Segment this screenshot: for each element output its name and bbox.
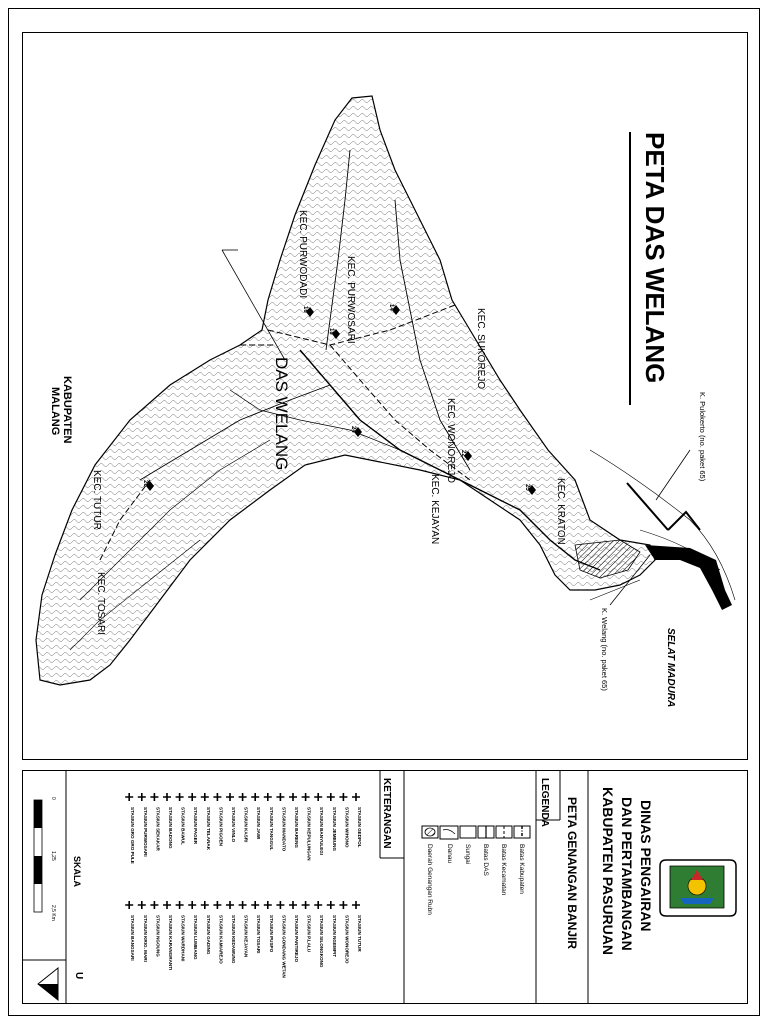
map-name: PETA GENANGAN BANJIR xyxy=(565,797,579,950)
legend-labels xyxy=(426,844,525,915)
station-list-item: STASIUN GRO GRO PULE xyxy=(130,807,136,864)
station-list-item: STASIUN GEDPOL xyxy=(357,807,362,848)
station-list-item: STASIUN GADING xyxy=(205,915,211,955)
rain-station-icon xyxy=(327,793,335,801)
station-marker-label: 25 xyxy=(524,484,530,491)
legend-symbols xyxy=(422,826,530,839)
station-list-item: STASIUN SEKAKAR xyxy=(155,807,161,851)
rain-station-icon xyxy=(264,901,272,909)
station-list-item: STASIUN KEDAWUNG xyxy=(231,915,236,964)
rain-station-icon xyxy=(138,793,146,801)
rain-station-icon xyxy=(251,793,259,801)
station-list-item: STASIUN KAMIAREJO xyxy=(218,915,224,964)
rain-station-icon xyxy=(176,901,184,909)
station-marker-label: 16 xyxy=(302,306,308,313)
station-list-item: STASIUN PANTIREJO xyxy=(294,915,299,963)
rain-station-icon xyxy=(150,901,158,909)
rain-station-icon xyxy=(213,901,221,909)
rain-station-icon xyxy=(226,793,234,801)
callout-pulokerto: K. Pulokerto (no. paket 65) xyxy=(698,392,707,482)
station-list-item: STASIUN LUMBANG xyxy=(193,915,199,960)
rain-station-icon xyxy=(339,793,347,801)
station-list-item: STASIUN JEMBUNG xyxy=(331,807,337,852)
rain-station-icon xyxy=(125,901,133,909)
pasuruan-emblem xyxy=(660,860,736,916)
rain-station-icon xyxy=(302,793,310,801)
station-list-item: STASIUN WARDHANI xyxy=(180,915,186,962)
rain-station-icon xyxy=(226,901,234,909)
station-list-item: STASIUN MANDATO xyxy=(281,807,287,852)
map-title: PETA DAS WELANG xyxy=(640,132,670,384)
kec-wonorejo: KEC. WONOREJO xyxy=(445,398,456,484)
rain-station-icon xyxy=(289,901,297,909)
scale-tick-1: 1,25 xyxy=(50,851,56,861)
station-marker-label: 26 xyxy=(142,480,148,487)
station-list-item: STASIUN BAWUL xyxy=(180,807,186,845)
rain-station-icon xyxy=(213,793,221,801)
station-list-item: STASIUN NGOUNG xyxy=(155,915,161,957)
station-list-item: STASIUN BANYULEGI xyxy=(319,807,325,856)
station-marker-label: 24 xyxy=(350,426,356,433)
rain-station-icon xyxy=(302,901,310,909)
agency-line3: KABUPATEN PASURUAN xyxy=(600,787,616,955)
rain-station-icon xyxy=(201,901,209,909)
station-list-item: STASIUN KEJAYAN xyxy=(243,915,249,958)
kec-kejayan: KEC. KEJAYAN xyxy=(429,474,440,545)
legend-item-label: Batas Kecamatan xyxy=(500,844,507,896)
station-list-item: STASIUN KEPULUNGAN xyxy=(306,807,312,861)
rain-station-icon xyxy=(163,901,171,909)
rain-station-icon xyxy=(251,901,259,909)
station-list-item: STASIUN SILONGKONG xyxy=(319,915,325,968)
scale-bar xyxy=(34,800,42,912)
scale-tick-0: 0 xyxy=(50,797,56,800)
station-list-item: STASIUN TUTUR xyxy=(357,915,362,952)
rain-station-icon xyxy=(339,901,347,909)
kec-purwosari: KEC. PURWOSARI xyxy=(345,256,356,344)
north-arrow-icon xyxy=(38,968,58,1000)
station-list-item: STASIUN PURWOSARI xyxy=(142,807,148,857)
station-list-item: STASIUN WONOREJO xyxy=(344,915,350,964)
station-list-item: STASIUN TOSARI xyxy=(256,915,262,954)
station-list-item: STASIUN JAWI xyxy=(256,807,262,840)
station-list-item: STASIUN TANGGUL xyxy=(268,807,274,851)
rain-station-icon xyxy=(264,793,272,801)
rain-station-icon xyxy=(352,901,360,909)
agency-line2: DAN PERTAMBANGAN xyxy=(619,797,635,951)
rain-station-icon xyxy=(289,793,297,801)
north-label: U xyxy=(73,972,84,980)
regency-label-line2: MALANG xyxy=(49,387,61,436)
kec-sukorejo: KEC. SUKOREJO xyxy=(475,308,486,390)
rain-station-icon xyxy=(188,901,196,909)
keterangan-column-2 xyxy=(125,901,362,979)
rain-station-icon xyxy=(239,901,247,909)
kec-purwodadi: KEC. PURWODADI xyxy=(297,210,308,299)
legend-item-label: Daerah Genangan Rubn xyxy=(426,844,433,915)
rain-station-icon xyxy=(276,901,284,909)
station-list-item: STASIUN BADONG xyxy=(168,807,173,849)
rain-station-icon xyxy=(314,901,322,909)
regency-label-line1: KABUPATEN xyxy=(61,376,73,444)
kec-kraton: KEC. KRATON xyxy=(555,478,566,545)
rain-station-icon xyxy=(201,793,209,801)
keterangan-column-1 xyxy=(125,793,362,864)
kec-tutur: KEC. TUTUR xyxy=(91,470,102,530)
station-list-item: STASIUN WIHONO xyxy=(344,807,350,848)
legend-item-label: Sungai xyxy=(464,844,471,865)
station-list-item: STASIUN KASRI xyxy=(243,807,249,843)
sea-label: SELAT MADURA xyxy=(665,628,676,708)
rain-station-icon xyxy=(125,793,133,801)
das-label: DAS WELANG xyxy=(272,357,291,471)
rain-station-icon xyxy=(188,793,196,801)
rain-station-icon xyxy=(314,793,322,801)
callout-welang: K. Welang (no. paket 65) xyxy=(600,608,609,691)
station-marker-label: 18 xyxy=(328,328,334,335)
rain-station-icon xyxy=(163,793,171,801)
station-marker-label: 22 xyxy=(460,450,466,457)
station-list-item: STASIUN VINLO xyxy=(231,807,236,843)
station-list-item: STASIUN PUSPO xyxy=(268,915,274,953)
legend-heading: LEGENDA xyxy=(539,778,550,827)
rain-station-icon xyxy=(327,901,335,909)
station-list-item: STASIUN BANGSARI xyxy=(130,915,136,961)
station-list-item: STASIUN KARANGRANTI xyxy=(168,915,173,971)
station-marker-label: 14 xyxy=(388,304,394,311)
legend-item-label: Danau xyxy=(446,844,453,864)
scale-tick-2: 2,5 Km xyxy=(50,905,56,921)
scale-heading: SKALA xyxy=(72,856,82,887)
keterangan-heading: KETERANGAN xyxy=(381,778,392,849)
rain-station-icon xyxy=(239,793,247,801)
rain-station-icon xyxy=(176,793,184,801)
kec-tosari: KEC. TOSARI xyxy=(95,572,106,635)
agency-line1: DINAS PENGAIRAN xyxy=(638,800,654,932)
station-list-item: STASIUN TELANAK xyxy=(205,807,211,851)
station-list-item: STASIUN BARENG xyxy=(294,807,299,849)
station-list-item: STASIUN NGEMPIT xyxy=(331,915,337,958)
station-list-item: STASIUN PAGER xyxy=(193,807,199,845)
rain-station-icon xyxy=(150,793,158,801)
legend-item-label: Batas Kabupaten xyxy=(518,844,525,894)
station-list-item: STASIUN GONDANG WETAN xyxy=(281,915,287,978)
legend-item-label: Batas DAS xyxy=(482,844,489,876)
rain-station-icon xyxy=(138,901,146,909)
station-list-item: STASIUN KRIG. MARI xyxy=(142,915,148,962)
station-list-item: STASIUN P.LALU xyxy=(306,915,312,953)
rain-station-icon xyxy=(276,793,284,801)
station-list-item: STASIUN PIGOEN xyxy=(218,807,224,846)
rain-station-icon xyxy=(352,793,360,801)
